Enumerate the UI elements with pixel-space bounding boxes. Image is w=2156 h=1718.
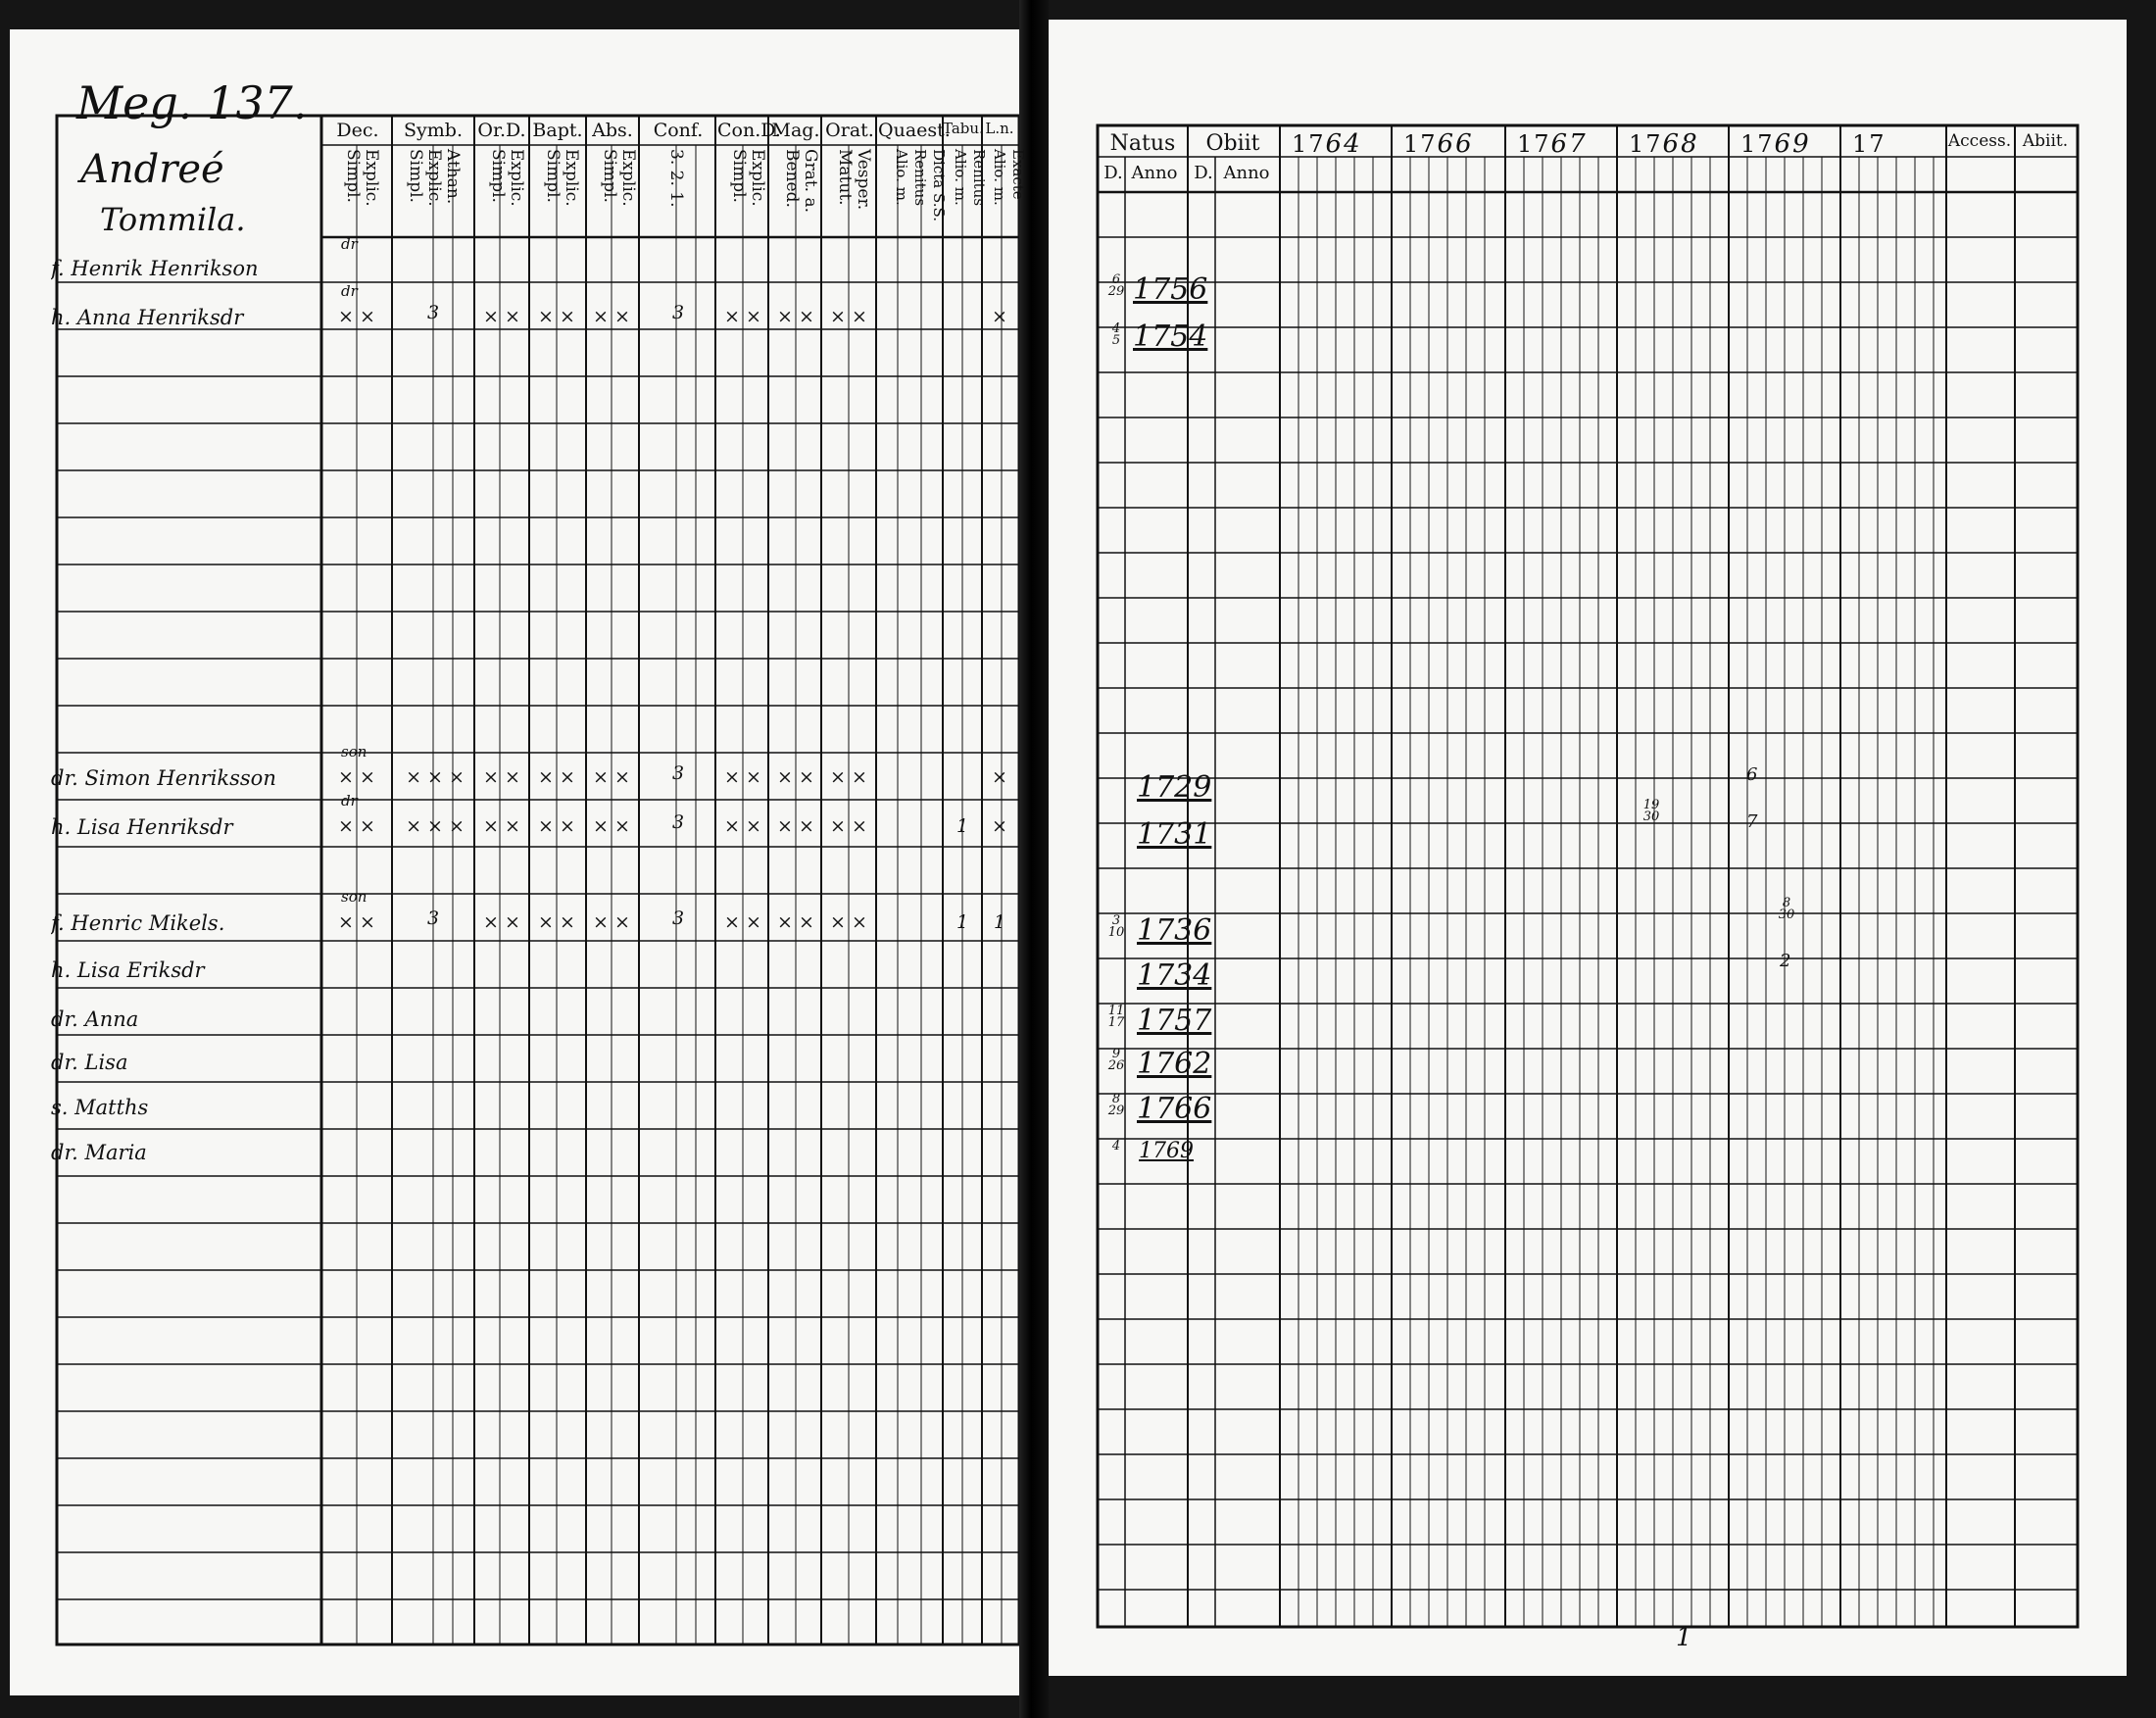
col-sub-dec: Explic. Simpl. <box>343 149 381 207</box>
name-entry: h. Anna Henriksdr <box>51 306 244 329</box>
col-header-orat: Orat. <box>825 120 874 141</box>
col-header-natus: Natus <box>1109 131 1176 156</box>
col-sub-cond: Explic. Simpl. <box>729 149 767 207</box>
parish-name: Andreé <box>80 147 224 192</box>
col-sub-orat: Vesper. Matut. <box>835 149 873 211</box>
col-header-tabu: Tabu. <box>943 120 984 137</box>
mark-cell: × × <box>338 766 375 788</box>
birth-day: 9 26 <box>1107 1047 1125 1073</box>
col-sub-ln: Exacte Alio. m. <box>991 149 1027 206</box>
col-header-quaest: Quaest. <box>878 120 951 141</box>
dec-note: son <box>341 888 368 906</box>
mark-cell: × × <box>593 911 630 933</box>
col-header-obiit-year: Anno <box>1223 163 1270 183</box>
name-entry: h. Lisa Henriksdr <box>51 815 233 839</box>
col-sub-symb: Athan. Explic. Simpl. <box>406 149 463 207</box>
name-entry: dr. Lisa <box>51 1051 128 1074</box>
birth-year: 1736 <box>1137 913 1212 948</box>
mark-cell: × × <box>724 815 761 837</box>
footer-mark: 1 <box>1676 1623 1692 1652</box>
col-sub-abs: Explic. Simpl. <box>600 149 638 207</box>
birth-day: 6 29 <box>1107 272 1125 299</box>
col-sub-ord: Explic. Simpl. <box>488 149 526 207</box>
year-annotation: 2 <box>1780 951 1791 971</box>
year-header: 1767 <box>1517 129 1588 159</box>
year-annotation: 19 30 <box>1642 798 1660 824</box>
mark-cell: × × <box>724 911 761 933</box>
mark-cell: × × <box>338 815 375 837</box>
mark-cell: × × <box>830 815 867 837</box>
col-sub-tabu: Renitus Alio. m. <box>952 149 988 207</box>
book-gutter <box>1019 0 1049 1718</box>
mark-cell: × × <box>538 815 575 837</box>
col-header-symb: Symb. <box>404 120 463 141</box>
mark-cell: × <box>992 306 1007 327</box>
mark-cell: × × <box>724 766 761 788</box>
year-header: 1764 <box>1292 129 1362 159</box>
mark-cell: × × <box>538 306 575 327</box>
year-header: 17 <box>1852 130 1886 158</box>
mark-cell: 1 <box>993 911 1006 933</box>
mark-cell: 3 <box>671 908 685 929</box>
mark-cell: × × <box>830 306 867 327</box>
mark-cell: × × <box>538 766 575 788</box>
col-header-abs: Abs. <box>592 120 633 141</box>
mark-cell: × × <box>593 815 630 837</box>
year-annotation: 7 <box>1746 811 1758 832</box>
mark-cell: × × <box>483 911 520 933</box>
col-header-conf: Conf. <box>653 120 704 141</box>
col-header-natus-year: Anno <box>1131 163 1178 183</box>
dec-note: dr <box>341 235 358 253</box>
col-header-abiit: Abiit. <box>2022 131 2069 151</box>
col-sub-bapt: Explic. Simpl. <box>543 149 581 207</box>
col-header-cond: Con.D. <box>717 120 781 141</box>
col-header-mag: Mag. <box>771 120 820 141</box>
mark-cell: × <box>992 815 1007 837</box>
dec-note: son <box>341 743 368 761</box>
col-header-ln: L.n. <box>985 120 1014 137</box>
col-header-ord: Or.D. <box>477 120 526 141</box>
mark-cell: × × <box>338 306 375 327</box>
year-header: 1768 <box>1629 129 1699 159</box>
birth-day: 8 29 <box>1107 1092 1125 1118</box>
year-header: 1766 <box>1403 129 1474 159</box>
mark-cell: × × <box>830 911 867 933</box>
name-entry: f. Henrik Henrikson <box>51 257 259 280</box>
col-sub-conf: 3. 2. 1. <box>666 149 686 208</box>
mark-cell: × <box>992 766 1007 788</box>
col-header-accessit: Access. <box>1947 131 2012 151</box>
page-number: Meg. 137. <box>76 76 308 129</box>
birth-year: 1766 <box>1137 1092 1212 1126</box>
mark-cell: × × <box>538 911 575 933</box>
year-header: 1769 <box>1740 129 1811 159</box>
mark-cell: × × <box>777 306 814 327</box>
right-page <box>1049 20 2127 1676</box>
mark-cell: × × <box>483 815 520 837</box>
birth-day: 4 <box>1111 1139 1121 1154</box>
name-entry: dr. Simon Henriksson <box>51 766 276 790</box>
mark-cell: × × <box>777 766 814 788</box>
birth-year: 1769 <box>1139 1139 1194 1163</box>
name-entry: dr. Anna <box>51 1007 139 1031</box>
mark-cell: × × <box>777 911 814 933</box>
birth-year: 1729 <box>1137 770 1212 805</box>
name-entry: f. Henric Mikels. <box>51 911 225 935</box>
mark-cell: × × <box>483 306 520 327</box>
mark-cell: × × <box>777 815 814 837</box>
year-annotation: 8 30 <box>1778 896 1795 922</box>
birth-year: 1731 <box>1137 817 1212 852</box>
mark-cell: 3 <box>426 302 440 323</box>
name-entry: s. Matths <box>51 1096 149 1119</box>
dec-note: dr <box>341 282 358 300</box>
dec-note: dr <box>341 792 358 810</box>
mark-cell: 3 <box>671 811 685 833</box>
birth-day: 4 5 <box>1111 321 1121 348</box>
mark-cell: 1 <box>956 911 969 933</box>
name-entry: dr. Maria <box>51 1141 147 1164</box>
mark-cell: × × <box>830 766 867 788</box>
mark-cell: × × <box>593 766 630 788</box>
mark-cell: 1 <box>956 815 969 837</box>
col-header-bapt: Bapt. <box>532 120 583 141</box>
birth-year: 1757 <box>1137 1004 1212 1038</box>
birth-day: 11 17 <box>1107 1004 1125 1030</box>
mark-cell: × × <box>338 911 375 933</box>
name-entry: h. Lisa Eriksdr <box>51 958 205 982</box>
col-sub-quaest: Dicta S.S. Renitus Alio. m. <box>893 149 948 221</box>
mark-cell: 3 <box>426 908 440 929</box>
mark-cell: × × × <box>406 815 465 837</box>
col-header-natus-day: D. <box>1103 163 1123 183</box>
mark-cell: 3 <box>671 302 685 323</box>
village-name: Tommila. <box>100 201 246 238</box>
birth-year: 1754 <box>1133 319 1208 354</box>
mark-cell: × × <box>724 306 761 327</box>
col-header-obiit-day: D. <box>1194 163 1213 183</box>
mark-cell: 3 <box>671 762 685 784</box>
mark-cell: × × <box>593 306 630 327</box>
mark-cell: × × <box>483 766 520 788</box>
birth-day: 3 10 <box>1107 913 1125 940</box>
mark-cell: × × × <box>406 766 465 788</box>
birth-year: 1734 <box>1137 958 1212 993</box>
col-header-dec: Dec. <box>336 120 379 141</box>
year-annotation: 6 <box>1746 764 1758 785</box>
birth-year: 1756 <box>1133 272 1208 307</box>
col-sub-mag: Grat. a. Bened. <box>782 149 820 214</box>
birth-year: 1762 <box>1137 1047 1212 1081</box>
left-page <box>10 29 1027 1695</box>
col-header-obiit: Obiit <box>1205 131 1260 156</box>
